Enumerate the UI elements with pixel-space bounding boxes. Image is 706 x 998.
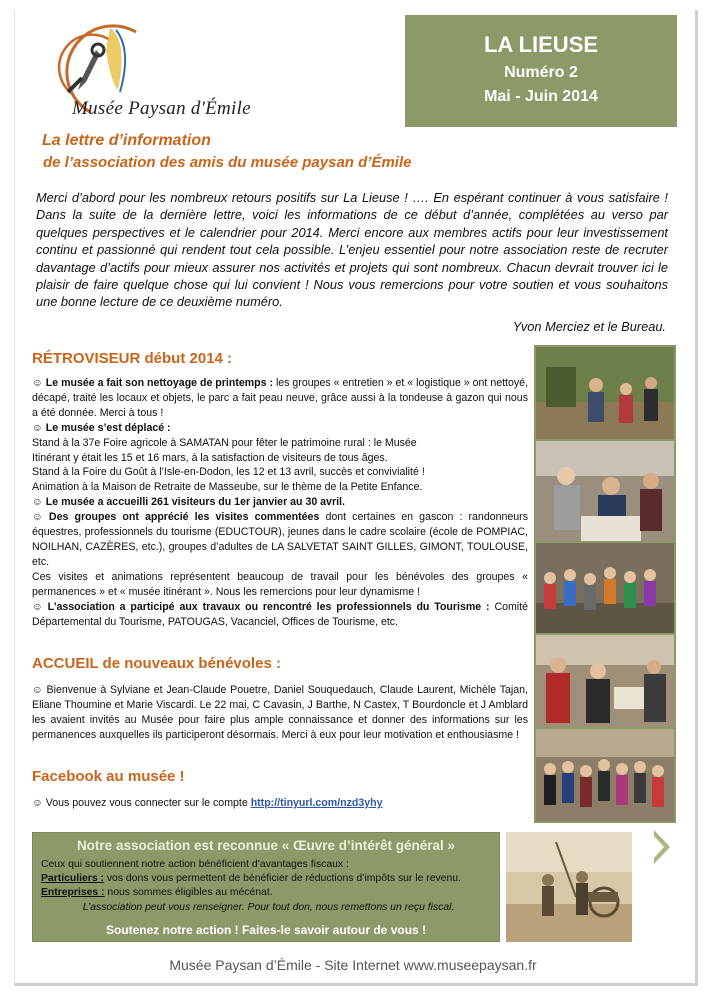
intro-signature: Yvon Merciez et le Bureau. <box>512 319 666 334</box>
chevron-right-icon <box>650 828 674 866</box>
accueil-body: ☺ Bienvenue à Sylviane et Jean-Claude Pouetre, Daniel Souquedauch, Claude Laurent, Michèle Tajan, Eliane Thoumine et Marie Viscardi. Le 22 mai, C Cavasin, J Barthe, N Castex, T Bourdoncle et J Amblard les avaient invités au Musée pour faire plus ample connaissance et donner des informations sur les permanences auxquelles ils participeront désormais. Merci à eux pour leur motivation et enthousiasme ! <box>32 684 528 741</box>
retroviseur-body <box>32 376 528 629</box>
retro-item-cleaning: ☺ Le musée a fait son nettoyage de printemps : les groupes « entretien » et « logistique » ont nettoyé, décapé, traité les locaux et objets, le parc a fait peau neuve, grâce aussi à la tondeuse à gazon qui nous a été donnée. Merci à tous ! <box>32 377 529 419</box>
vintage-farm-photo <box>506 832 632 942</box>
association-text: Ceux qui soutiennent notre action bénéficient d’avantages fiscaux : Particuliers : vos dons vous permettent de bénéficier de réductions d’impôts sur le revenu. Entreprises : nous sommes éligibles au mécénat. L’association peut vous renseigner. Pour tout don, nous remettons un reçu fiscal. <box>41 859 461 914</box>
photo-column <box>534 345 676 823</box>
retro-item-visitors: ☺ Le musée a accueilli 261 visiteurs du 1er janvier au 30 avril. <box>32 496 345 509</box>
facebook-body: ☺ Vous pouvez vous connecter sur le compte http://tinyurl.com/nzd3yhy <box>32 797 383 809</box>
museum-logo <box>48 20 298 125</box>
section-title-retroviseur: RÉTROVISEUR début 2014 : <box>32 350 233 367</box>
association-cta: Soutenez notre action ! Faites-le savoir autour de vous ! <box>105 923 427 937</box>
facebook-link[interactable]: http://tinyurl.com/nzd3yhy <box>250 797 383 809</box>
retro-item-travel-line: Animation à la Maison de Retraite de Masseube, sur le thème de la Petite Enfance. <box>32 481 423 494</box>
photo-school-group <box>536 543 674 633</box>
photo-fair <box>536 441 674 541</box>
page-footer: Musée Paysan d’Émile - Site Internet www.museepaysan.fr <box>169 957 537 973</box>
subtitle-line-1: La lettre d’information <box>42 132 211 149</box>
subtitle-line-2: de l’association des amis du musée paysan d’Émile <box>43 154 412 171</box>
association-title: Notre association est reconnue « Œuvre d’intérêt général » <box>76 838 456 853</box>
retro-item-tourism: ☺ L’association a participé aux travaux ou rencontré les professionnels du Tourisme : Comité Départemental du Tourisme, PATOUGAS, Vacanciel, Offices de Tourisme, etc. <box>32 600 529 628</box>
section-title-facebook: Facebook au musée ! <box>32 768 185 785</box>
retro-item-travel-line: Stand à la 37e Foire agricole à SAMATAN pour fêter le patrimoine rural : le Musée <box>32 436 417 449</box>
section-title-accueil: ACCUEIL de nouveaux bénévoles : <box>32 655 281 672</box>
intro-paragraph: Merci d’abord pour les nombreux retours positifs sur La Lieuse ! …. En espérant continuer à vous satisfaire ! Dans la suite de la dernière lettre, voici les informations de ce début d’année, complétées au verso par quelques perspectives et le calendrier pour 2014. Merci encore aux membres actifs pour leur investissement continu et passionné qui rendent tout cela possible. L’enjeu essentiel pour notre association reste de recruter davantage d’actifs pour mieux assurer nos activités et projets qui sont nombreux. Chacun devrait trouver ici le plaisir de faire quelque chose qui lui convient ! Nous vous remercions pour votre soutien et vous souhaitons une bonne lecture de ce deuxième numéro. <box>36 190 668 310</box>
photo-visit <box>536 635 674 727</box>
page-left-edge <box>14 10 15 986</box>
retro-item-thanks: Ces visites et animations représentent beaucoup de travail pour les bénévoles des groupes « permanences » et « musée itinérant ». Nous les remercions pour leur dynamisme ! <box>32 570 528 598</box>
retro-item-travel-line: Itinérant y était les 15 et 16 mars, à la satisfaction de visiteurs de tous âges. <box>32 451 388 464</box>
retro-item-groups: ☺ Des groupes ont apprécié les visites commentées dont certaines en gascon : randonneurs équestres, professionnels du tourisme (EDUCTOUR), jeunes dans le cadre scolaire (école de POMPIAC, NOILHAN, CAZÈRES, etc.), groupes d’adultes de LA SALVETAT SAINT GILLES, GIMONT, TOULOUSE, etc. <box>32 511 528 568</box>
issue-date: Mai - Juin 2014 <box>484 88 598 105</box>
logo-text: Musée Paysan d'Émile <box>72 98 251 119</box>
association-box <box>32 832 500 942</box>
retro-item-travel-line: Stand à la Foire du Goût à l’Isle-en-Dodon, les 12 et 13 avril, succès et convivialité ! <box>32 466 425 479</box>
newsletter-subtitle <box>42 132 411 171</box>
photo-cleaning <box>536 347 674 439</box>
photo-group-indoor <box>536 729 674 821</box>
newsletter-title: LA LIEUSE <box>483 32 599 57</box>
retro-item-travel-title: ☺ Le musée s’est déplacé : <box>32 421 171 434</box>
issue-number: Numéro 2 <box>504 64 578 81</box>
issue-header-box <box>405 15 677 127</box>
